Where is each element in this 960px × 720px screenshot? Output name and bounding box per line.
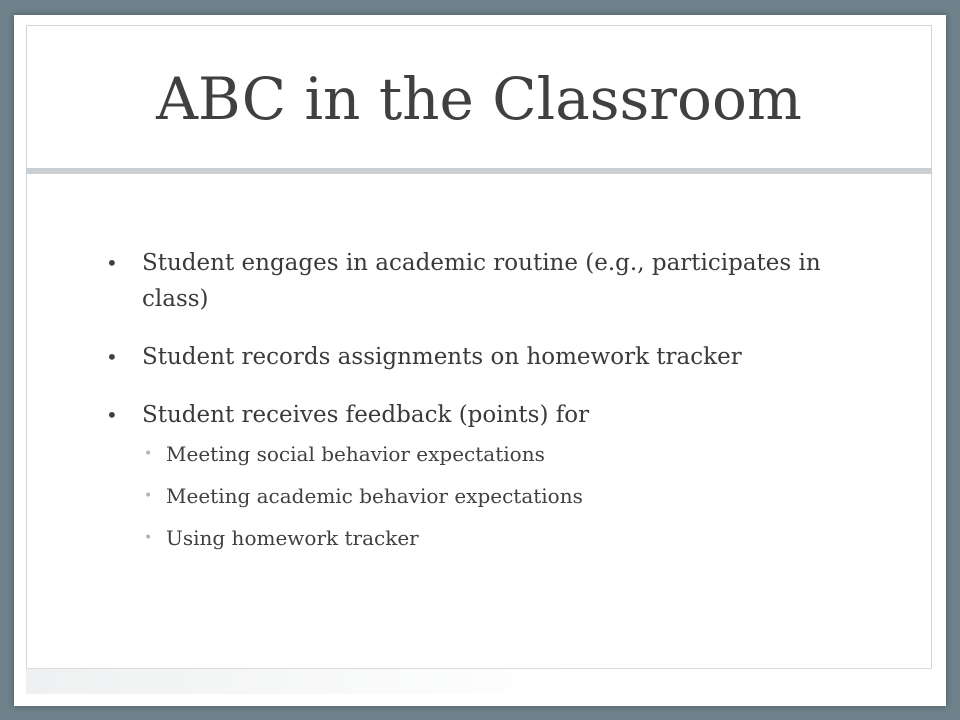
sub-bullet-item — [102, 481, 862, 511]
bullet-icon: • — [106, 345, 118, 369]
bullet-item — [102, 339, 862, 375]
sub-bullet-item — [102, 439, 862, 469]
slide — [14, 15, 946, 706]
bullet-item — [102, 245, 862, 317]
footer-strip — [26, 669, 932, 694]
sub-bullet-text: Meeting social behavior expectations — [166, 442, 545, 466]
bullet-item — [102, 397, 862, 433]
bullet-text: Student receives feedback (points) for — [142, 402, 590, 428]
bullet-list — [102, 245, 862, 565]
slide-title: ABC in the Classroom — [156, 65, 802, 133]
bullet-icon: • — [106, 251, 118, 275]
sub-bullet-icon: • — [144, 488, 153, 504]
sub-bullet-icon: • — [144, 530, 153, 546]
sub-bullet-icon: • — [144, 446, 153, 462]
sub-bullet-text: Meeting academic behavior expectations — [166, 484, 583, 508]
bullet-text: Student records assignments on homework tracker — [142, 344, 742, 370]
title-separator — [26, 168, 932, 174]
bullet-icon: • — [106, 403, 118, 427]
sub-bullet-text: Using homework tracker — [166, 526, 419, 550]
bullet-text: Student engages in academic routine (e.g., participates in class) — [142, 250, 821, 312]
sub-bullet-item — [102, 523, 862, 553]
